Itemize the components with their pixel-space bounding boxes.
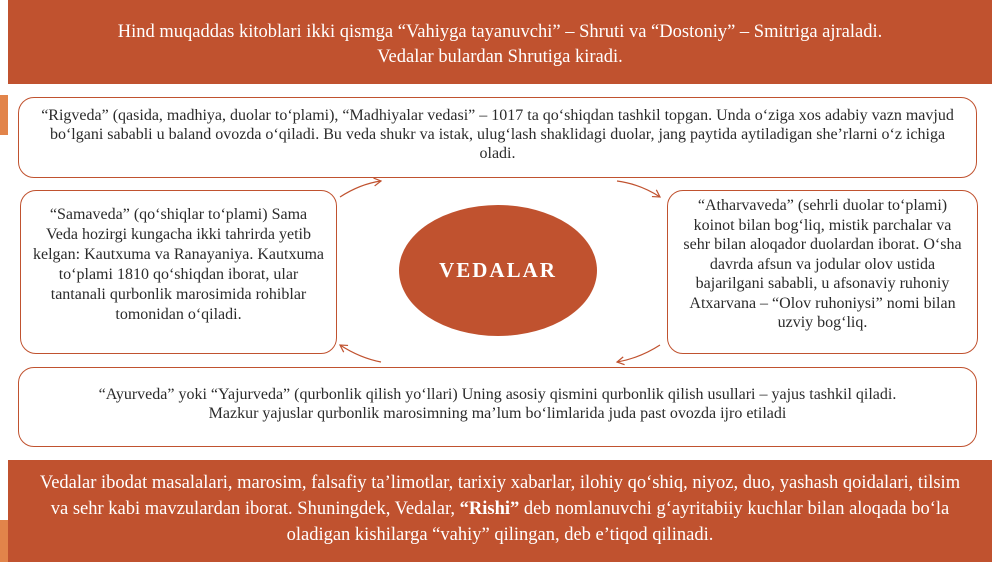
- atharvaveda-text: “Atharvaveda” (sehrli duolar to‘plami) koinot bilan bog‘liq, mistik parchalar va sehr bilan aloqador duolardan iborat. O‘sha davrda afsun va jodular olov ustida bajarilgani sababli, u afsonaviy ruhoniy Atxarvana – “Olov ruhoniysi” nomi bilan uzviy bog‘liq.: [683, 197, 962, 331]
- samaveda-box: [20, 190, 337, 354]
- bottom-banner: [8, 460, 992, 562]
- atharvaveda-box: [667, 190, 978, 354]
- rishi-highlight: “Rishi”: [459, 499, 520, 519]
- samaveda-text: “Samaveda” (qo‘shiqlar to‘plami) Sama Veda hozirgi kungacha ikki tahrirda yetib kelgan: Kautxuma va Ranayaniya. Kautxuma to‘plami 1810 qo‘shiqdan iborat, ular tantanali qurbonlik marosimida rohiblar tomonidan o‘qiladi.: [33, 206, 325, 323]
- top-banner-line-1: Hind muqaddas kitoblari ikki qismga “Vahiyga tayanuvchi” – Shruti va “Dostoniy” – Smitriga ajraladi.: [117, 22, 883, 42]
- center-label: VEDALAR: [439, 258, 557, 282]
- rigveda-box: [18, 97, 977, 178]
- vedalar-center-circle: [399, 205, 597, 336]
- arrow-samaveda-to-rigveda: [340, 181, 381, 197]
- top-banner-line-2: Vedalar bulardan Shrutiga kiradi.: [377, 47, 623, 67]
- bottom-banner-text-after: deb nomlanuvchi g‘ayritabiiy kuchlar bilan aloqada bo‘la oladigan kishilarga “vahiy” qilingan, deb e’tiqod qilinadi.: [286, 499, 950, 545]
- ayurveda-line-2: Mazkur yajuslar qurbonlik marosimning ma’lum bo‘limlarida juda past ovozda ijro etiladi: [208, 405, 787, 422]
- ayurveda-box: [18, 367, 977, 447]
- bottom-banner-text-before: Vedalar ibodat masalalari, marosim, falsafiy ta’limotlar, tarixiy xabarlar, ilohiy qo‘shiq, niyoz, duo, yashash qoidalari, tilsim va sehr kabi mavzulardan iborat. Shuningdek, Vedalar,: [39, 473, 961, 519]
- ayurveda-line-1: “Ayurveda” yoki “Yajurveda” (qurbonlik qilish yo‘llari) Uning asosiy qismini qurbonlik qilish usullari – yajus tashkil qiladi.: [98, 386, 897, 403]
- arrow-atharvaveda-to-ayurveda: [617, 345, 660, 362]
- arrow-ayurveda-to-samaveda: [340, 345, 381, 362]
- rigveda-text: “Rigveda” (qasida, madhiya, duolar to‘plami), “Madhiyalar vedasi” – 1017 ta qo‘shiqdan tashkil topgan. Unda o‘ziga xos adabiy vazn mavjud bo‘lgani sababli u baland ovozda o‘qiladi. Bu veda shukr va istak, ulug‘lash shaklidagi duolar, jang paytida aytiladigan she’rlarni o‘z ichiga oladi.: [41, 107, 954, 162]
- arrow-rigveda-to-atharvaveda: [617, 181, 660, 197]
- left-accent-strip-bottom: [0, 520, 8, 562]
